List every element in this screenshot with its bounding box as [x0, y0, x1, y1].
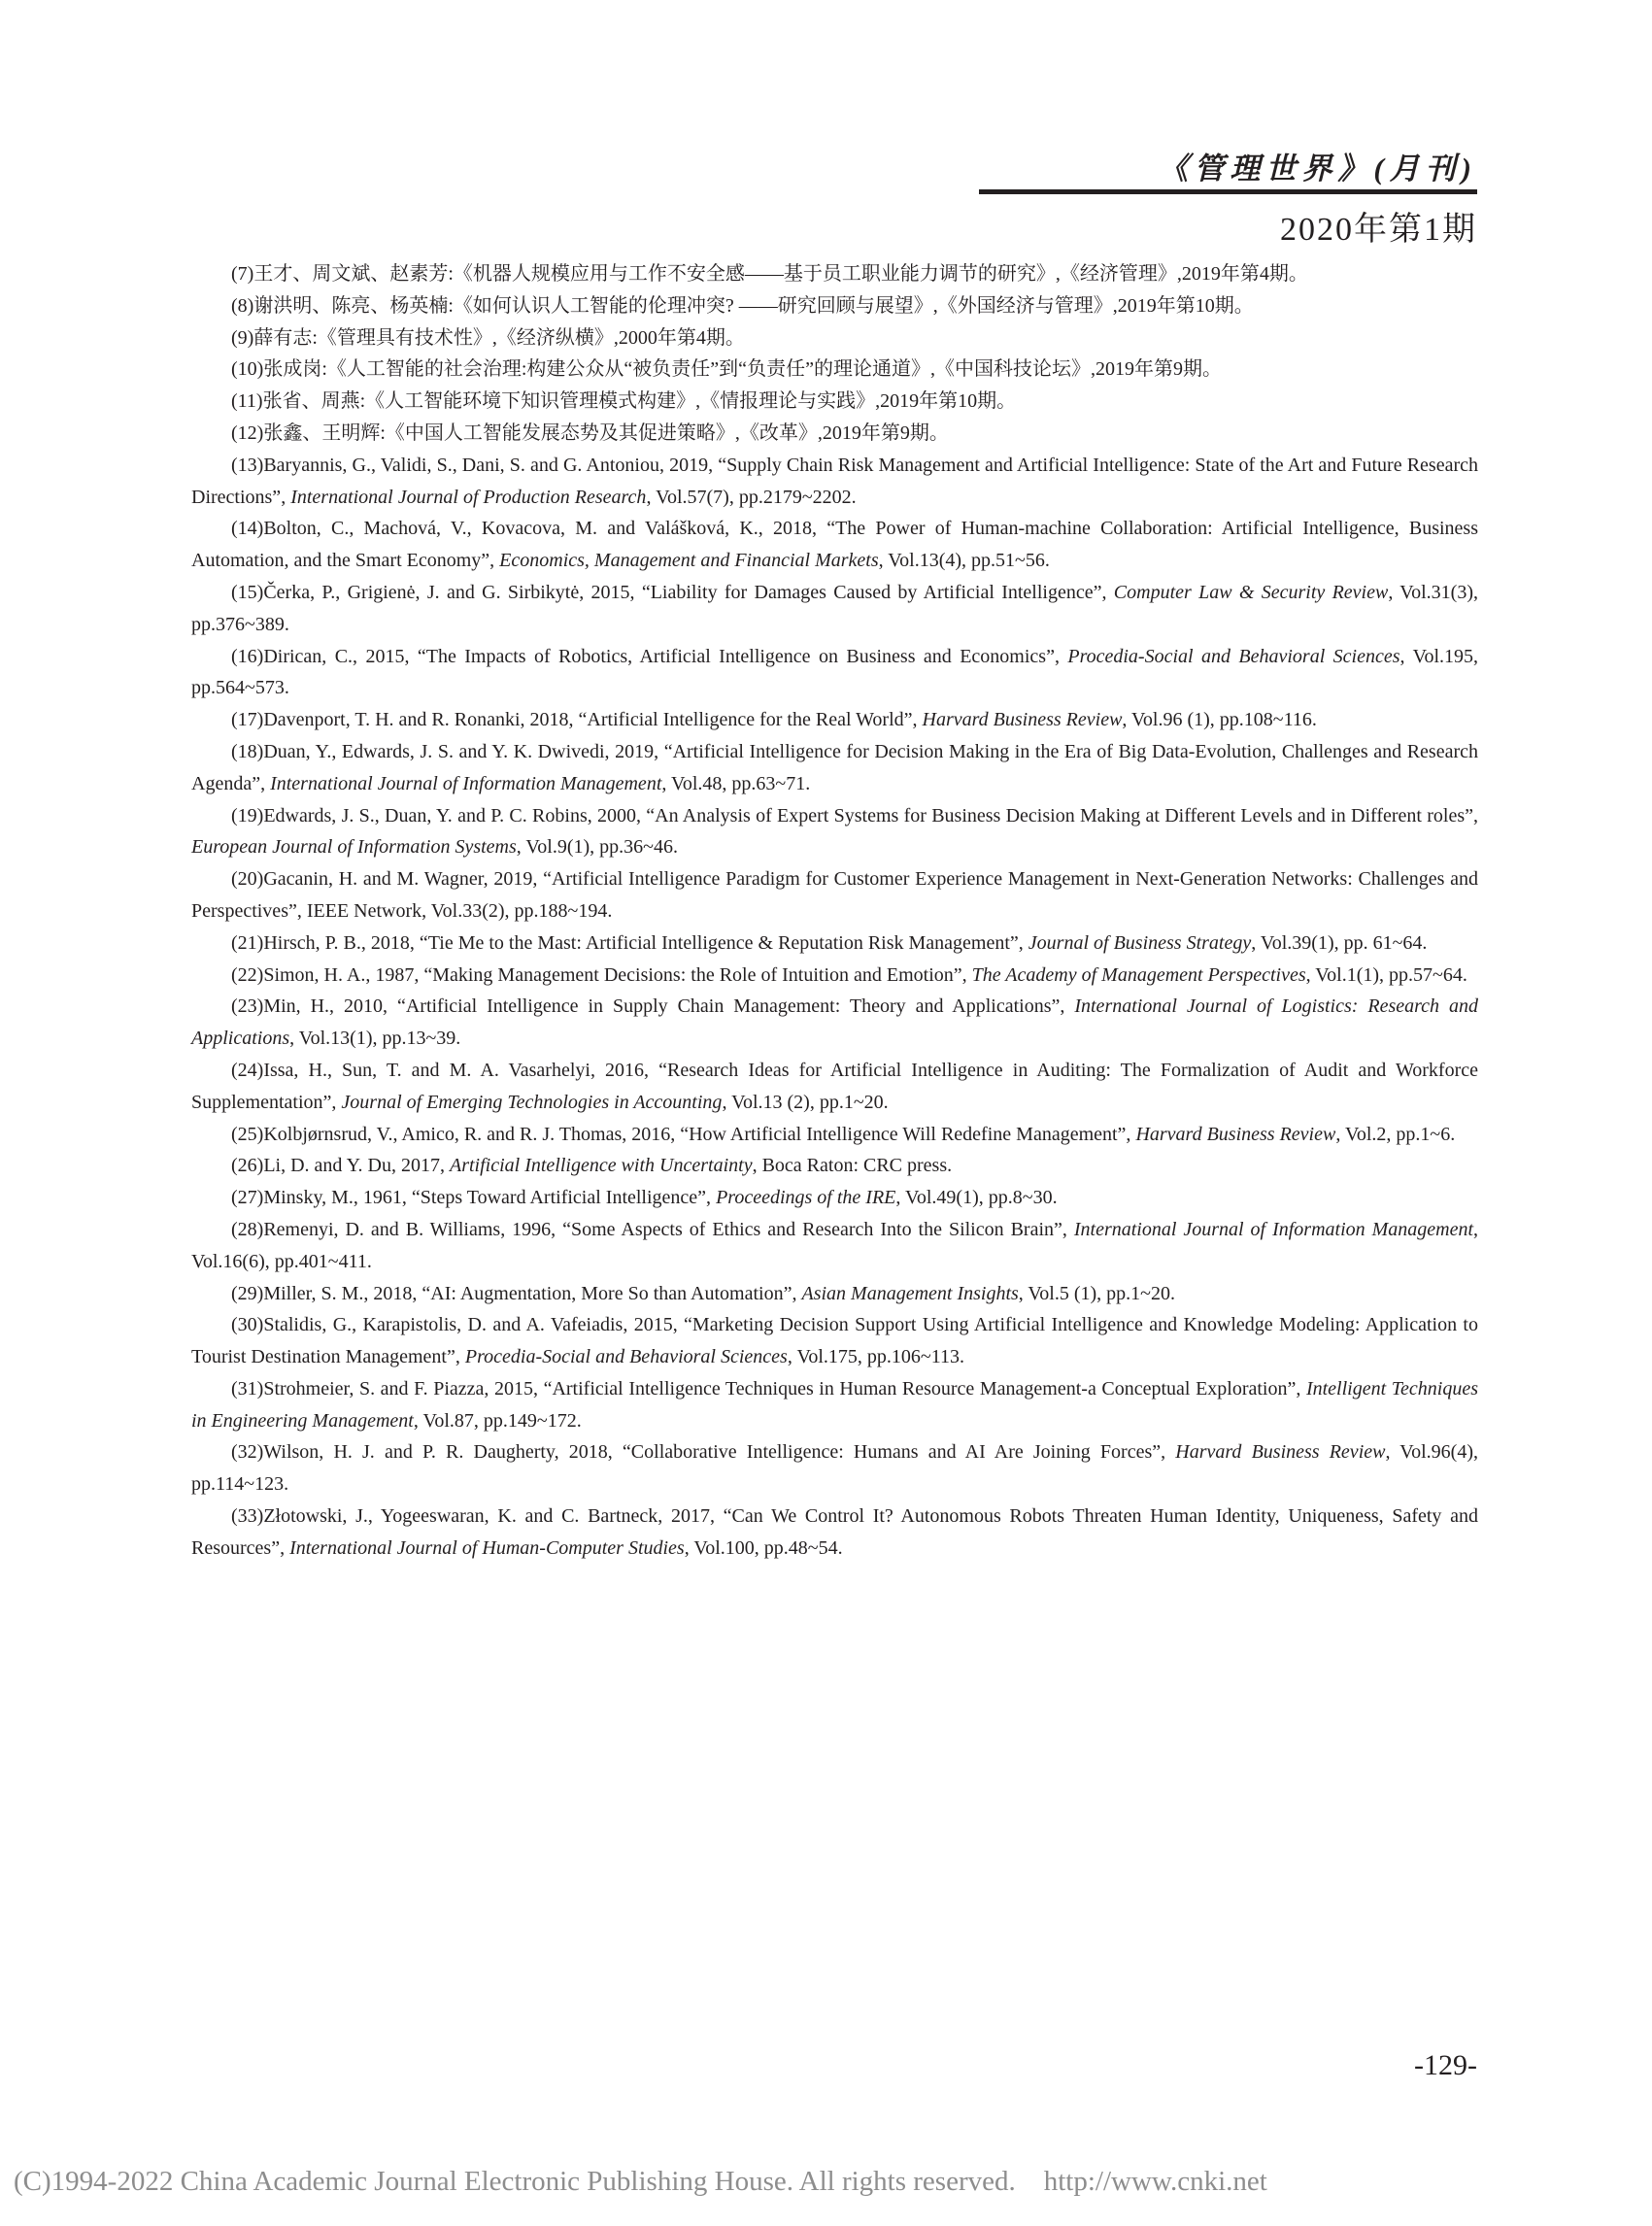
reference-source-title: Procedia-Social and Behavioral Sciences	[464, 1346, 788, 1368]
reference-source-title: International Journal of Production Research	[290, 486, 647, 508]
reference-item	[191, 928, 1478, 960]
reference-item	[191, 354, 1478, 386]
reference-text: (27)Minsky, M., 1961, “Steps Toward Artificial Intelligence”,	[231, 1187, 717, 1209]
reference-text: , Vol.87, pp.149~172.	[413, 1409, 582, 1432]
reference-text: , Vol.13(1), pp.13~39.	[289, 1028, 461, 1050]
copyright-notice: (C)1994-2022 China Academic Journal Electronic Publishing House. All rights reserved. http://www.cnki.net	[14, 2166, 1267, 2197]
header-rule	[979, 189, 1477, 194]
reference-text: (13)Baryannis, G., Validi, S., Dani, S. and G. Antoniou, 2019, “Supply Chain Risk Management and Artificial Intelligence: State of the Art and Future Research Directions”,	[191, 454, 1483, 508]
reference-text: , Vol.49(1), pp.8~30.	[895, 1187, 1058, 1209]
reference-item	[191, 1373, 1483, 1437]
reference-source-title: Intelligent Techniques in Engineering Management	[191, 1377, 1483, 1432]
reference-source-title: Harvard Business Review	[922, 709, 1123, 731]
reference-text: (26)Li, D. and Y. Du, 2017,	[231, 1155, 450, 1177]
reference-item	[191, 1055, 1483, 1119]
reference-source-title: Computer Law & Security Review	[1113, 581, 1389, 603]
reference-item	[191, 1436, 1483, 1501]
reference-item	[191, 1278, 1478, 1310]
reference-source-title: The Academy of Management Perspectives	[971, 963, 1306, 986]
reference-text: (25)Kolbjørnsrud, V., Amico, R. and R. J. Thomas, 2016, “How Artificial Intelligence Will Redefine Management”,	[231, 1123, 1136, 1145]
reference-list	[191, 258, 1484, 1565]
reference-text: , Vol.175, pp.106~113.	[787, 1346, 964, 1368]
reference-text: (30)Stalidis, G., Karapistolis, D. and A. Vafeiadis, 2015, “Marketing Decision Support Using Artificial Intelligence and Knowledge Modeling: Application to Tourist Destination Management”,	[191, 1314, 1483, 1368]
reference-item	[191, 1501, 1483, 1565]
reference-text: (9)薛有志:《管理具有技术性》,《经济纵横》,2000年第4期。	[231, 326, 745, 349]
reference-item	[191, 960, 1478, 992]
reference-text: (19)Edwards, J. S., Duan, Y. and P. C. Robins, 2000, “An Analysis of Expert Systems for Business Decision Making at Different Levels and in Different roles”,	[231, 804, 1483, 826]
reference-source-title: Proceedings of the IRE	[716, 1187, 896, 1209]
reference-source-title: International Journal of Logistics: Research and Applications	[191, 995, 1483, 1050]
reference-text: , Vol.96(4), pp.114~123.	[191, 1441, 1483, 1496]
reference-text: , Vol.1(1), pp.57~64.	[1305, 963, 1467, 986]
reference-item	[191, 450, 1483, 514]
reference-text: (14)Bolton, C., Machová, V., Kovacova, M. and Valášková, K., 2018, “The Power of Human-machine Collaboration: Artificial Intelligence, Business Automation, and the Smart Economy”,	[191, 518, 1482, 572]
issue-label: 2020年第1期	[1280, 212, 1477, 248]
reference-text: (18)Duan, Y., Edwards, J. S. and Y. K. Dwivedi, 2019, “Artificial Intelligence for Decision Making in the Era of Big Data-Evolution, Challenges and Research Agenda”,	[191, 740, 1482, 794]
reference-text: (17)Davenport, T. H. and R. Ronanki, 2018, “Artificial Intelligence for the Real World”,	[231, 709, 923, 731]
journal-title: 《管理世界》(月刊)	[1158, 152, 1477, 186]
reference-item	[191, 290, 1478, 322]
reference-text: , Boca Raton: CRC press.	[752, 1155, 953, 1177]
reference-text: , Vol.48, pp.63~71.	[661, 772, 811, 794]
reference-item	[191, 418, 1478, 450]
reference-item	[191, 1119, 1478, 1151]
reference-text: (23)Min, H., 2010, “Artificial Intelligence in Supply Chain Management: Theory and Applications”,	[231, 995, 1075, 1018]
reference-text: (10)张成岗:《人工智能的社会治理:构建公众从“被负责任”到“负责任”的理论通道》,《中国科技论坛》,2019年第9期。	[231, 358, 1222, 381]
reference-item	[191, 991, 1483, 1055]
reference-item	[191, 1214, 1483, 1278]
reference-item	[191, 1182, 1478, 1214]
reference-text: (7)王才、周文斌、赵素芳:《机器人规模应用与工作不安全感——基于员工职业能力调节的研究》,《经济管理》,2019年第4期。	[231, 263, 1308, 285]
reference-source-title: International Journal of Information Management	[1073, 1218, 1474, 1240]
reference-text: (16)Dirican, C., 2015, “The Impacts of Robotics, Artificial Intelligence on Business and Economics”,	[231, 645, 1068, 667]
reference-item	[191, 736, 1482, 800]
reference-text: (8)谢洪明、陈亮、杨英楠:《如何认识人工智能的伦理冲突? ——研究回顾与展望》,《外国经济与管理》,2019年第10期。	[231, 294, 1254, 317]
reference-text: (33)Złotowski, J., Yogeeswaran, K. and C. Bartneck, 2017, “Can We Control It? Autonomous Robots Threaten Human Identity, Uniqueness, Safety and Resources”,	[191, 1505, 1483, 1559]
reference-source-title: Asian Management Insights	[801, 1282, 1019, 1304]
reference-text: , Vol.5 (1), pp.1~20.	[1018, 1282, 1175, 1304]
reference-text: , Vol.2, pp.1~6.	[1335, 1123, 1456, 1145]
reference-text: (11)张省、周燕:《人工智能环境下知识管理模式构建》,《情报理论与实践》,2019年第10期。	[231, 390, 1017, 413]
reference-source-title: Harvard Business Review	[1135, 1123, 1336, 1145]
reference-text: , Vol.96 (1), pp.108~116.	[1122, 709, 1317, 731]
reference-item	[191, 1150, 1478, 1182]
reference-source-title: Journal of Business Strategy	[1028, 931, 1252, 954]
reference-item	[191, 386, 1478, 418]
reference-text: , Vol.31(3), pp.376~389.	[191, 581, 1483, 635]
reference-text: , Vol.57(7), pp.2179~2202.	[646, 486, 857, 508]
page-number: -129-	[1414, 2049, 1477, 2081]
reference-text: , Vol.16(6), pp.401~411.	[191, 1218, 1483, 1272]
reference-text: , Vol.9(1), pp.36~46.	[516, 836, 678, 859]
reference-source-title: International Journal of Human-Computer Studies	[289, 1536, 685, 1559]
reference-item	[191, 863, 1483, 928]
reference-item	[191, 704, 1478, 736]
reference-source-title: Harvard Business Review	[1175, 1441, 1386, 1464]
reference-text: , Vol.13(4), pp.51~56.	[878, 550, 1050, 572]
reference-text: (20)Gacanin, H. and M. Wagner, 2019, “Artificial Intelligence Paradigm for Customer Experience Management in Next-Generation Networks: Challenges and Perspectives”, IEEE Network, Vol.33(2), pp.188~194.	[191, 868, 1483, 922]
reference-item	[191, 322, 1478, 354]
reference-text: (12)张鑫、王明辉:《中国人工智能发展态势及其促进策略》,《改革》,2019年第9期。	[231, 422, 949, 444]
reference-source-title: Procedia-Social and Behavioral Sciences	[1067, 645, 1400, 667]
reference-text: , Vol.195, pp.564~573.	[191, 645, 1484, 699]
reference-item	[191, 800, 1483, 864]
reference-item	[191, 577, 1483, 641]
reference-item	[191, 258, 1478, 290]
reference-source-title: International Journal of Information Management	[270, 772, 662, 794]
reference-source-title: Artificial Intelligence with Uncertainty	[449, 1155, 753, 1177]
reference-source-title: Economics, Management and Financial Markets	[499, 550, 879, 572]
reference-text: (15)Čerka, P., Grigienė, J. and G. Sirbikytė, 2015, “Liability for Damages Caused by Artificial Intelligence”,	[231, 581, 1114, 603]
reference-source-title: European Journal of Information Systems	[191, 836, 517, 859]
reference-text: (21)Hirsch, P. B., 2018, “Tie Me to the Mast: Artificial Intelligence & Reputation Risk Management”,	[231, 931, 1028, 954]
reference-item	[191, 641, 1484, 705]
reference-source-title: Journal of Emerging Technologies in Accounting	[341, 1091, 723, 1113]
reference-text: (31)Strohmeier, S. and F. Piazza, 2015, “Artificial Intelligence Techniques in Human Resource Management-a Conceptual Exploration”,	[231, 1377, 1306, 1400]
reference-text: (28)Remenyi, D. and B. Williams, 1996, “Some Aspects of Ethics and Research Into the Silicon Brain”,	[231, 1218, 1074, 1240]
reference-text: , Vol.100, pp.48~54.	[684, 1536, 843, 1559]
reference-text: (22)Simon, H. A., 1987, “Making Management Decisions: the Role of Intuition and Emotion”,	[231, 963, 972, 986]
reference-text: , Vol.13 (2), pp.1~20.	[722, 1091, 889, 1113]
reference-item	[191, 1309, 1483, 1373]
reference-text: (24)Issa, H., Sun, T. and M. A. Vasarhelyi, 2016, “Research Ideas for Artificial Intelligence in Auditing: The Formalization of Audit and Workforce Supplementation”,	[191, 1059, 1483, 1113]
reference-text: (29)Miller, S. M., 2018, “AI: Augmentation, More So than Automation”,	[231, 1282, 802, 1304]
reference-text: , Vol.39(1), pp. 61~64.	[1251, 931, 1428, 954]
reference-item	[191, 513, 1482, 577]
reference-text: (32)Wilson, H. J. and P. R. Daugherty, 2018, “Collaborative Intelligence: Humans and AI Are Joining Forces”,	[231, 1441, 1176, 1464]
